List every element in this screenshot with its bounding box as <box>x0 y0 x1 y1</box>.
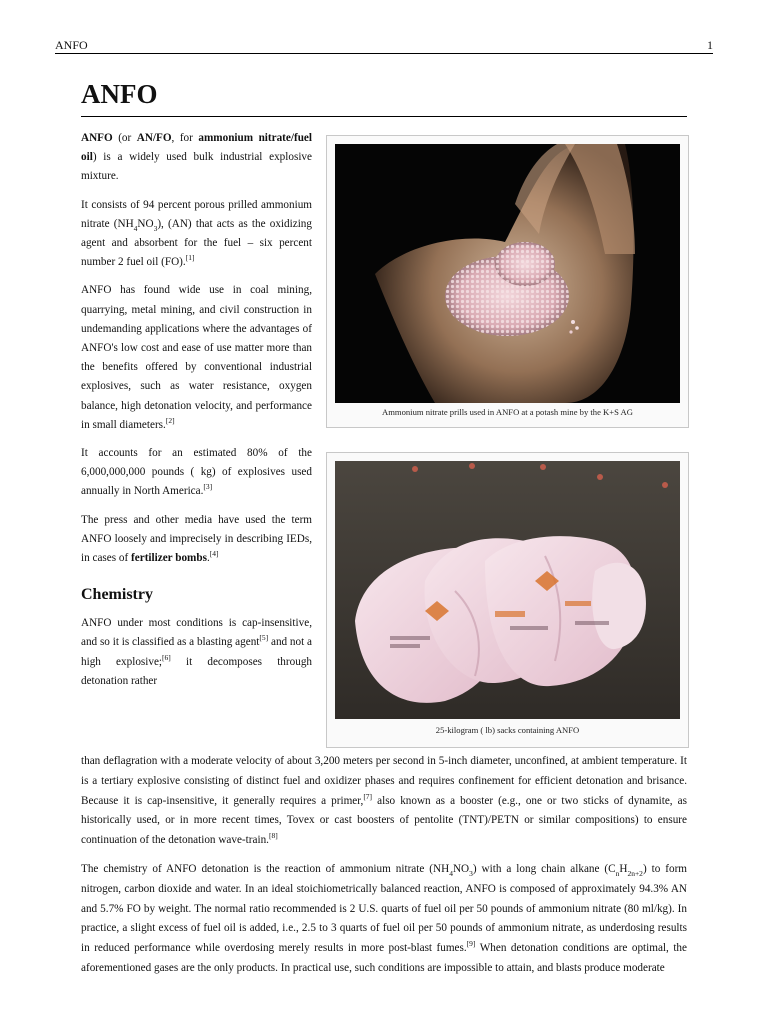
article-left-column <box>81 129 312 691</box>
intro-paragraph-1: ANFO (or AN/FO, for ammonium nitrate/fuel oil) is a widely used bulk industrial explosive mixture. <box>81 132 312 183</box>
term-fertilizer-bombs: fertilizer bombs <box>131 552 207 565</box>
photo-hand-with-prills[interactable] <box>335 144 680 403</box>
chemistry-paragraph-1-start: ANFO under most conditions is cap-insensitive, and so it is classified as a blasting agent[5] and not a high explosive;[6] it decomposes through detonation rather <box>81 617 313 687</box>
citation-link[interactable]: [2] <box>165 415 175 425</box>
citation-link[interactable]: [5] <box>259 633 269 643</box>
citation-link[interactable]: [3] <box>203 482 213 492</box>
citation-link[interactable]: [4] <box>209 549 219 559</box>
term-ammonium-nitrate-fuel-oil: ammonium nitrate/fuel oil <box>81 132 312 164</box>
running-header-title: ANFO <box>55 38 88 52</box>
figure-ammonium-nitrate-prills <box>326 135 689 428</box>
figure-caption: 25-kilogram ( lb) sacks containing ANFO <box>435 725 580 735</box>
intro-paragraph-3: ANFO has found wide use in coal mining, quarrying, metal mining, and civil construction in undemanding applications where the advantages of ANFO's low cost and ease of use matter more than the benefits offered by conventional industrial explosives, such as water resistance, oxygen balance, high detonation velocity, and performance in small diameters.[2] <box>81 284 312 431</box>
section-heading-chemistry: Chemistry <box>81 586 153 604</box>
chemistry-paragraph-1-continued: than deflagration with a moderate velocity of about 3,200 meters per second in 5-inch diameter, unconfined, at ambient temperature. It is a tertiary explosive consisting of distinct fuel and oxidizer phases and requires confinement for efficient detonation and brisance. Because it is cap-insensitive, it generally requires a primer,[7] also known as a booster (e.g., one or two sticks of dynamite, as historically used, or in more recent times, Tovex or cast boosters of pentolite (TNT)/PETN or similar compositions) to ensure continuation of the detonation wave-train.[8] <box>81 755 687 847</box>
citation-link[interactable]: [6] <box>162 652 171 662</box>
term-an-fo: AN/FO <box>136 132 172 144</box>
citation-link[interactable]: [8] <box>268 831 278 841</box>
intro-paragraph-4: It accounts for an estimated 80% of the 6,000,000,000 pounds ( kg) of explosives used annually in North America.[3] <box>81 447 312 498</box>
citation-link[interactable]: [1] <box>185 253 195 263</box>
citation-link[interactable]: [7] <box>363 791 373 801</box>
running-header <box>55 38 713 54</box>
figure-caption: Ammonium nitrate prills used in ANFO at a potash mine by the K+S AG <box>382 407 633 417</box>
figure-anfo-sacks <box>326 452 689 748</box>
photo-anfo-sacks[interactable] <box>335 461 680 719</box>
term-anfo: ANFO <box>81 132 113 144</box>
citation-link[interactable]: [9] <box>466 939 476 949</box>
photo-anfo-sacks-drawing <box>335 461 680 719</box>
article-title: ANFO <box>81 78 687 117</box>
intro-paragraph-2: It consists of 94 percent porous prilled ammonium nitrate $(NH_4NO_3)$, (AN) that acts as the oxidizing agent and absorbent for the fuel – six percent number 2 fuel oil (FO).[1] <box>81 198 312 269</box>
intro-paragraph-5: The press and other media have used the term ANFO loosely and imprecisely in describing IEDs, in cases of fertilizer bombs.[4] <box>81 513 312 565</box>
page-number: 1 <box>707 38 713 52</box>
article-full-width-text <box>81 752 687 988</box>
photo-hand-with-prills-drawing <box>335 144 680 403</box>
chemistry-paragraph-2: The chemistry of ANFO detonation is the reaction of ammonium nitrate $(NH_4NO_3)$ with a long chain alkane $(C_nH_{2n+2})$ to form nitrogen, carbon dioxide and water. In an ideal stoichiometrically balanced reaction, ANFO is composed of approximately 94.3% AN and 5.7% FO by weight. The normal ratio recommended is 2 U.S. quarts of fuel oil per 50 pounds of ammonium nitrate (80 ml/kg). In practice, a slight excess of fuel oil is added, i.e., 2.5 to 3 quarts of fuel oil per 50 pounds of ammonium nitrate, as underdosing results in reduced performance while overdosing merely results in more post-blast fumes.[9] When detonation conditions are optimal, the aforementioned gases are the only products. In practical use, such conditions are impossible to attain, and blasts produce moderate <box>81 862 688 974</box>
